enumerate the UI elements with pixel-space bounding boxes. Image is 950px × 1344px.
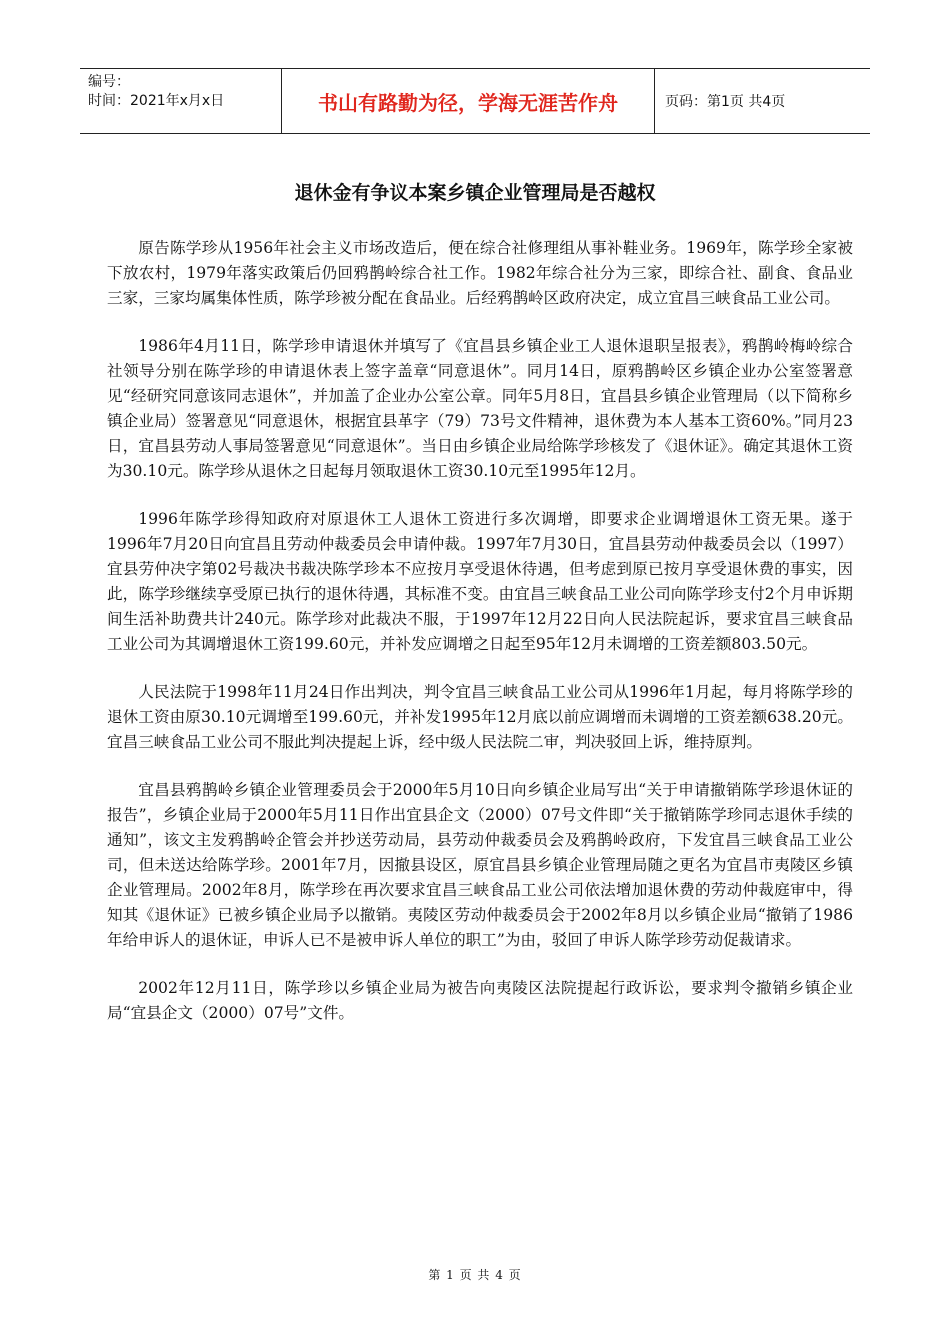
paragraph: 2002年12月11日，陈学珍以乡镇企业局为被告向夷陵区法院提起行政诉讼，要求判令撤销乡镇企业局“宜县企文（2000）07号”文件。 bbox=[107, 979, 853, 1022]
page-header bbox=[80, 68, 870, 134]
document-time-label: 时间：2021年x月x日 bbox=[88, 93, 225, 109]
header-page-info: 页码：第1页 共4页 bbox=[665, 94, 786, 110]
document-number-label: 编号： bbox=[88, 74, 130, 90]
paragraph: 原告陈学珍从1956年社会主义市场改造后，便在综合社修理组从事补鞋业务。1969年，陈学珍全家被下放农村，1979年落实政策后仍回鸦鹊岭综合社工作。1982年综合社分为三家，即综合社、副食、食品业三家，三家均属集体性质，陈学珍被分配在食品业。后经鸦鹊岭区政府决定，成立宜昌三峡食品工业公司。 bbox=[107, 239, 853, 307]
paragraph: 人民法院于1998年11月24日作出判决，判令宜昌三峡食品工业公司从1996年1月起，每月将陈学珍的退休工资由原30.10元调增至199.60元，并补发1995年12月底以前应调增而未调增的工资差额638.20元。宜昌三峡食品工业公司不服此判决提起上诉，经中级人民法院二审，判决驳回上诉，维持原判。 bbox=[107, 683, 853, 751]
paragraph: 宜昌县鸦鹊岭乡镇企业管理委员会于2000年5月10日向乡镇企业局写出“关于申请撤销陈学珍退休证的报告”，乡镇企业局于2000年5月11日作出宜县企文（2000）07号文件即“关于撤销陈学珍同志退休手续的通知”，该文主发鸦鹊岭企管会并抄送劳动局，县劳动仲裁委员会及鸦鹊岭政府，下发宜昌三峡食品工业公司，但未送达给陈学珍。2001年7月，因撤县设区，原宜昌县乡镇企业管理局随之更名为宜昌市夷陵区乡镇企业管理局。2002年8月，陈学珍在再次要求宜昌三峡食品工业公司依法增加退休费的劳动仲裁庭审中，得知其《退休证》已被乡镇企业局予以撤销。夷陵区劳动仲裁委员会于2002年8月以乡镇企业局“撤销了1986年给申诉人的退休证，申诉人已不是被申诉人单位的职工”为由，驳回了申诉人陈学珍劳动促裁请求。 bbox=[107, 781, 853, 949]
header-meta-cell bbox=[80, 69, 282, 133]
document-title: 退休金有争议本案乡镇企业管理局是否越权 bbox=[294, 182, 656, 204]
paragraph: 1996年陈学珍得知政府对原退休工人退休工资进行多次调增，即要求企业调增退休工资无果。遂于1996年7月20日向宜昌且劳动仲裁委员会申请仲裁。1997年7月30日，宜昌县劳动仲裁委员会以（1997）宜县劳仲决字第02号裁决书裁决陈学珍本不应按月享受退休待遇，但考虑到原已按月享受退休费的事实，因此，陈学珍继续享受原已执行的退休待遇，其标准不变。由宜昌三峡食品工业公司向陈学珍支付2个月申诉期间生活补助费共计240元。陈学珍对此裁决不服，于1997年12月22日向人民法院起诉，要求宜昌三峡食品工业公司为其调增退休工资199.60元，并补发应调增之日起至95年12月未调增的工资差额803.50元。 bbox=[107, 510, 854, 653]
header-motto: 书山有路勤为径，学海无涯苦作舟 bbox=[282, 69, 655, 133]
paragraph: 1986年4月11日，陈学珍申请退休并填写了《宜昌县乡镇企业工人退休退职呈报表》，鸦鹊岭梅岭综合社领导分别在陈学珍的申请退休表上签字盖章“同意退休”。同月14日，原鸦鹊岭区乡镇企业办公室签署意见“经研究同意该同志退休”，并加盖了企业办公室公章。同年5月8日，宜昌县乡镇企业管理局（以下简称乡镇企业局）签署意见“同意退休，根据宜县革字（79）73号文件精神，退休费为本人基本工资60%。”同月23日，宜昌县劳动人事局签署意见“同意退休”。当日由乡镇企业局给陈学珍核发了《退休证》。确定其退休工资为30.10元。陈学珍从退休之日起每月领取退休工资30.10元至1995年12月。 bbox=[107, 337, 853, 480]
document-body bbox=[107, 236, 853, 1049]
page-footer: 第 1 页 共 4 页 bbox=[428, 1268, 522, 1282]
